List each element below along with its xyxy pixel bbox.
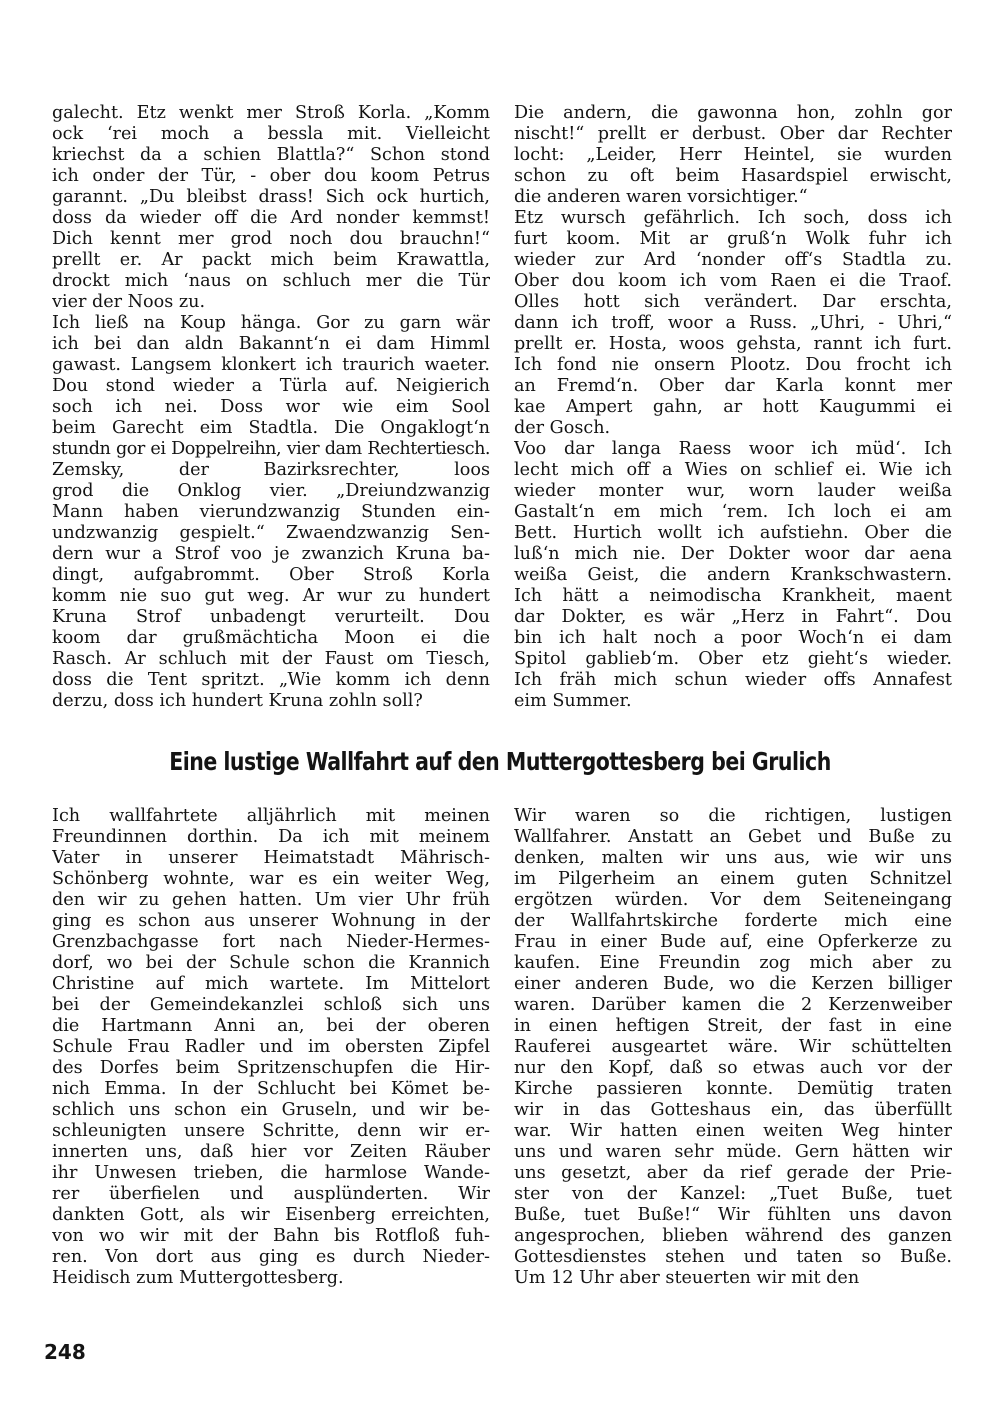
text-line: nischt!“ prellt er derbust. Ober dar Rechter xyxy=(514,124,952,144)
text-line: Rasch. Ar schluch mit der Faust om Tiesch, xyxy=(52,649,490,669)
text-line: der Wallfahrtskirche forderte mich eine xyxy=(514,911,952,931)
text-line: dankten Gott, als wir Eisenberg erreichten, xyxy=(52,1205,490,1225)
text-line: bei der Gemeindekanzlei schloß sich uns xyxy=(52,995,490,1015)
text-line: kaufen. Eine Freundin zog mich aber zu xyxy=(514,953,952,973)
paragraph xyxy=(52,313,490,712)
text-line: Voo dar langa Raess woor ich müd‘. Ich xyxy=(514,439,952,459)
text-line: garannt. „Du bleibst drass! Sich ock hurtich, xyxy=(52,187,490,207)
text-line: ihr Unwesen trieben, die harmlose Wande- xyxy=(52,1163,490,1183)
text-line: Christine auf mich wartete. Im Mittelort xyxy=(52,974,490,994)
text-line: Wir waren so die richtigen, lustigen xyxy=(514,806,952,826)
text-line: locht: „Leider, Herr Heintel, sie wurden xyxy=(514,145,952,165)
text-line: waren. Darüber kamen die 2 Kerzenweiber xyxy=(514,995,952,1015)
text-line: dann ich troff, woor a Russ. „Uhri, - Uhri,“ xyxy=(514,313,952,333)
text-line: ich bei dan aldn Bakannt‘n ei dam Himml xyxy=(52,334,490,354)
column-1-text xyxy=(52,103,490,712)
text-line: Buße, tuet Buße!“ Wir fühlten uns davon xyxy=(514,1205,952,1225)
text-line: ren. Von dort aus ging es durch Nieder- xyxy=(52,1247,490,1267)
text-line: des Dorfes beim Spritzenschupfen die Hir- xyxy=(52,1058,490,1078)
text-line: wieder monter wur, worn lauder weißa xyxy=(514,481,952,501)
text-line: doss da wieder off die Ard nonder kemmst! xyxy=(52,208,490,228)
text-line: bin ich halt noch a poor Woch‘n ei dam xyxy=(514,628,952,648)
text-line: Ich ließ na Koup hänga. Gor zu garn wär xyxy=(52,313,490,333)
text-line: Dich kennt mer grod noch dou brauchn!“ xyxy=(52,229,490,249)
text-line: Rauferei ausgeartet wäre. Wir schüttelten xyxy=(514,1037,952,1057)
text-line: Wallfahrer. Anstatt an Gebet und Buße zu xyxy=(514,827,952,847)
text-line: wir in das Gotteshaus ein, das überfüllt xyxy=(514,1100,952,1120)
text-line: Schule Frau Radler und im obersten Zipfel xyxy=(52,1037,490,1057)
text-line: dingt, aufgabrommt. Ober Stroß Korla xyxy=(52,565,490,585)
text-line: rer überfielen und ausplünderten. Wir xyxy=(52,1184,490,1204)
text-line: gawast. Langsem klonkert ich traurich waeter. xyxy=(52,355,490,375)
paragraph xyxy=(52,806,490,1289)
text-line: vier der Noos zu. xyxy=(52,292,206,312)
text-line: Olles hott sich verändert. Dar erschta, xyxy=(514,292,952,312)
text-line: Ich fräh mich schun wieder offs Annafest xyxy=(514,670,952,690)
text-line: doss die Tent spritzt. „Wie komm ich denn xyxy=(52,670,490,690)
text-line: koom dar grußmächticha Moon ei die xyxy=(52,628,490,648)
text-line: Ich wallfahrtete alljährlich mit meinen xyxy=(52,806,490,826)
text-line: Grenzbachgasse fort nach Nieder-Hermes- xyxy=(52,932,490,952)
text-line: von wo wir mit der Bahn bis Rotfloß fuh- xyxy=(52,1226,490,1246)
text-line: Ich hätt a neimodischa Krankheit, maent xyxy=(514,586,952,606)
text-line: grod die Onklog vier. „Dreiundzwanzig xyxy=(52,481,490,501)
paragraph xyxy=(514,103,952,208)
text-line: lecht mich off a Wies on schlief ei. Wie ich xyxy=(514,460,952,480)
text-line: dern wur a Strof voo je zwanzich Kruna ba- xyxy=(52,544,490,564)
text-line: nur den Kopf, daß so etwas auch vor der xyxy=(514,1058,952,1078)
text-line: Bett. Hurtich wollt ich aufstiehn. Ober die xyxy=(514,523,952,543)
text-line: in einen heftigen Streit, der fast in eine xyxy=(514,1016,952,1036)
text-line: denken, malten wir uns aus, wie wir uns xyxy=(514,848,952,868)
text-line: stundn gor ei Doppelreihn, vier dam Rechtertiesch. xyxy=(52,439,490,459)
text-line: innerten uns, daß hier vor Zeiten Räuber xyxy=(52,1142,490,1162)
text-line: war. Wir hatten einen weiten Weg hinter xyxy=(514,1121,952,1141)
text-line: ging es schon aus unserer Wohnung in der xyxy=(52,911,490,931)
paragraph xyxy=(514,439,952,712)
text-line: Gottesdienstes stehen und taten so Buße. xyxy=(514,1247,952,1267)
text-line: schon zu oft beim Hasardspiel erwischt, xyxy=(514,166,952,186)
text-line: ster von der Kanzel: „Tuet Buße, tuet xyxy=(514,1184,952,1204)
text-line: Etz wursch gefährlich. Ich soch, doss ich xyxy=(514,208,952,228)
text-line: Freundinnen dorthin. Da ich mit meinem xyxy=(52,827,490,847)
text-line: Die andern, die gawonna hon, zohln gor xyxy=(514,103,952,123)
text-line: die anderen waren vorsichtiger.“ xyxy=(514,187,808,207)
text-line: Ich fond nie onsern Plootz. Dou frocht ich xyxy=(514,355,952,375)
column-3-text xyxy=(52,806,490,1289)
text-line: prellt er. Ar packt mich beim Krawattla, xyxy=(52,250,490,270)
text-line: Heidisch zum Muttergottesberg. xyxy=(52,1268,344,1288)
text-line: eim Summer. xyxy=(514,691,632,711)
text-line: soch ich nei. Doss wor wie eim Sool xyxy=(52,397,490,417)
text-line: drockt mich ‘naus on schluch mer die Tür xyxy=(52,271,490,291)
text-line: Spitol gablieb‘m. Ober etz gieht‘s wieder. xyxy=(514,649,952,669)
text-line: wieder zur Ard ‘nonder off‘s Stadtla zu. xyxy=(514,250,952,270)
text-line: dar Dokter, es wär „Herz in Fahrt“. Dou xyxy=(514,607,952,627)
text-line: kriechst da a schien Blattla?“ Schon stond xyxy=(52,145,490,165)
text-line: nich Emma. In der Schlucht bei Kömet be- xyxy=(52,1079,490,1099)
text-line: Zemsky, der Bazirksrechter, loos xyxy=(52,460,490,480)
text-line: der Gosch. xyxy=(514,418,611,438)
text-line: prellt er. Hosta, woos gehsta, rannt ich furt. xyxy=(514,334,952,354)
text-line: Kirche passieren konnte. Demütig traten xyxy=(514,1079,952,1099)
text-line: Ober dou koom ich vom Raen ei die Traof. xyxy=(514,271,952,291)
text-line: uns und waren sehr müde. Gern hätten wir xyxy=(514,1142,952,1162)
page-number: 248 xyxy=(44,1340,86,1364)
text-line: Um 12 Uhr aber steuerten wir mit den xyxy=(514,1268,860,1288)
text-line: derzu, doss ich hundert Kruna zohln soll? xyxy=(52,691,423,711)
text-line: weißa Geist, die andern Krankschwastern. xyxy=(514,565,952,585)
text-line: die Hartmann Anni an, bei der oberen xyxy=(52,1016,490,1036)
text-line: dorf, wo bei der Schule schon die Krannich xyxy=(52,953,490,973)
text-line: undzwanzig gespielt.“ Zwaendzwanzig Sen- xyxy=(52,523,490,543)
text-line: Schönberg wohnte, war es ein weiter Weg, xyxy=(52,869,490,889)
column-2-text xyxy=(514,103,952,712)
text-line: im Pilgerheim an einem guten Schnitzel xyxy=(514,869,952,889)
text-line: Mann haben vierundzwanzig Stunden ein- xyxy=(52,502,490,522)
text-line: luß‘n mich nie. Der Dokter woor dar aena xyxy=(514,544,952,564)
text-line: Kruna Strof unbadengt verurteilt. Dou xyxy=(52,607,490,627)
paragraph xyxy=(514,208,952,439)
text-line: kae Ampert gahn, ar hott Kaugummi ei xyxy=(514,397,952,417)
article-heading: Eine lustige Wallfahrt auf den Muttergottesberg bei Grulich xyxy=(169,747,831,776)
text-line: ock ‘rei moch a bessla mit. Vielleicht xyxy=(52,124,490,144)
paragraph xyxy=(52,103,490,313)
text-line: den wir zu gehen hatten. Um vier Uhr früh xyxy=(52,890,490,910)
text-line: Vater in unserer Heimatstadt Mährisch- xyxy=(52,848,490,868)
text-line: angesprochen, blieben während des ganzen xyxy=(514,1226,952,1246)
text-line: schleunigten unsere Schritte, denn wir er- xyxy=(52,1121,490,1141)
text-line: Frau in einer Bude auf, eine Opferkerze zu xyxy=(514,932,952,952)
text-line: uns gesetzt, aber da rief gerade der Prie- xyxy=(514,1163,952,1183)
column-4-text xyxy=(514,806,952,1289)
text-line: ich onder der Tür, - ober dou koom Petrus xyxy=(52,166,490,186)
text-line: an Fremd‘n. Ober dar Karla konnt mer xyxy=(514,376,952,396)
text-line: Dou stond wieder a Türla auf. Neigierich xyxy=(52,376,490,396)
text-line: Gastalt‘n em mich ‘rem. Ich loch ei am xyxy=(514,502,952,522)
text-line: schlich uns schon ein Gruseln, und wir be- xyxy=(52,1100,490,1120)
text-line: galecht. Etz wenkt mer Stroß Korla. „Komm xyxy=(52,103,490,123)
text-line: beim Garecht eim Stadtla. Die Ongaklogt‘n xyxy=(52,418,490,438)
text-line: furt koom. Mit ar gruß‘n Wolk fuhr ich xyxy=(514,229,952,249)
text-line: einer anderen Bude, wo die Kerzen billiger xyxy=(514,974,952,994)
paragraph xyxy=(514,806,952,1289)
text-line: ergötzen würden. Vor dem Seiteneingang xyxy=(514,890,952,910)
text-line: komm nie suo gut weg. Ar wur zu hundert xyxy=(52,586,490,606)
